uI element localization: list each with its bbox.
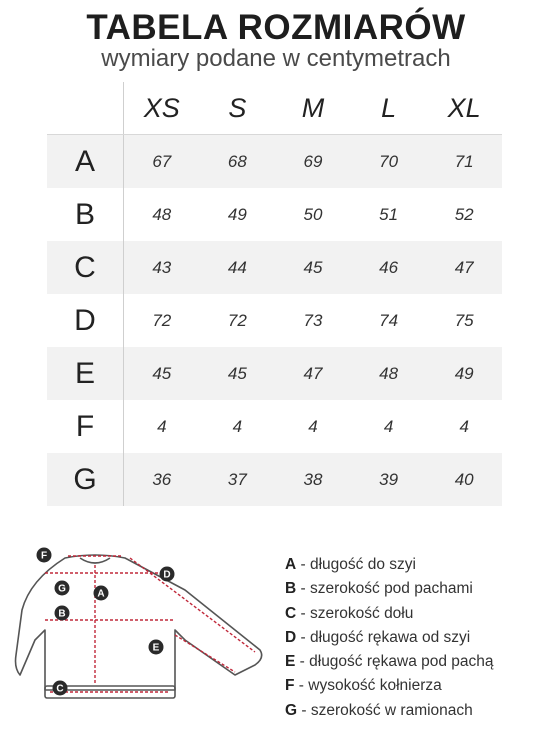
jacket-outline bbox=[16, 555, 262, 690]
column-header: S bbox=[228, 92, 247, 123]
page-subtitle: wymiary podane w centymetrach bbox=[101, 45, 451, 72]
legend-letter: F bbox=[285, 677, 295, 695]
table-cell: 68 bbox=[227, 151, 247, 171]
column-header: XL bbox=[447, 92, 481, 123]
legend-separator: - bbox=[296, 604, 310, 622]
table-cell: 47 bbox=[303, 363, 323, 383]
table-row bbox=[47, 294, 502, 347]
table-row bbox=[47, 188, 502, 241]
table-row bbox=[47, 400, 502, 453]
legend-separator: - bbox=[296, 628, 310, 646]
table-cell: 40 bbox=[454, 469, 474, 489]
marker-d bbox=[160, 567, 175, 582]
marker-label: E bbox=[152, 642, 160, 654]
table-cell: 4 bbox=[459, 416, 469, 436]
collar-outline bbox=[80, 558, 110, 563]
legend-text: szerokość dołu bbox=[309, 604, 414, 622]
legend-text: długość rękawa od szyi bbox=[309, 628, 471, 646]
legend-separator: - bbox=[297, 701, 311, 719]
table-cell: 75 bbox=[454, 310, 474, 330]
row-label: F bbox=[47, 400, 124, 453]
table-cell: 4 bbox=[383, 416, 394, 436]
legend-separator: - bbox=[294, 677, 309, 695]
legend-item bbox=[285, 674, 494, 698]
row-label: G bbox=[47, 453, 124, 506]
marker-label: F bbox=[40, 550, 48, 562]
table-row bbox=[47, 241, 502, 294]
row-label: B bbox=[47, 188, 124, 241]
legend-letter: E bbox=[285, 653, 296, 671]
marker-label: C bbox=[56, 683, 64, 695]
table-cell: 4 bbox=[157, 416, 167, 436]
row-label: D bbox=[47, 294, 124, 347]
table-cell: 72 bbox=[152, 310, 172, 330]
table-cell: 73 bbox=[303, 310, 323, 330]
table-cell: 38 bbox=[303, 469, 323, 489]
legend-letter: D bbox=[285, 628, 297, 646]
legend-item bbox=[285, 699, 494, 723]
row-label: E bbox=[47, 347, 124, 400]
legend-text: szerokość pod pachami bbox=[309, 580, 473, 598]
table-cell: 52 bbox=[454, 204, 474, 224]
column-header: M bbox=[301, 92, 325, 123]
marker-label: D bbox=[163, 569, 171, 581]
marker-c bbox=[53, 681, 68, 696]
marker-g bbox=[55, 581, 70, 596]
header-corner bbox=[47, 82, 124, 134]
table-cell: 70 bbox=[379, 151, 399, 171]
legend-separator: - bbox=[296, 580, 310, 598]
legend-text: długość do szyi bbox=[309, 556, 416, 573]
legend-letter: G bbox=[285, 701, 298, 719]
column-header: L bbox=[381, 92, 397, 123]
table-cell: 72 bbox=[227, 310, 247, 330]
legend-letter: A bbox=[285, 556, 297, 573]
marker-f bbox=[37, 548, 52, 563]
table-cell: 49 bbox=[227, 204, 247, 224]
table-cell: 74 bbox=[379, 310, 399, 330]
row-label: C bbox=[47, 241, 124, 294]
table-cell: 45 bbox=[227, 363, 247, 383]
legend-separator: - bbox=[295, 653, 310, 671]
table-cell: 69 bbox=[303, 151, 323, 171]
jacket-diagram bbox=[10, 540, 270, 730]
table-cell: 67 bbox=[152, 151, 172, 171]
legend-letter: C bbox=[285, 604, 297, 622]
table-cell: 48 bbox=[379, 363, 399, 383]
table-cell: 45 bbox=[152, 363, 172, 383]
table-cell: 39 bbox=[379, 469, 399, 489]
table-cell: 45 bbox=[303, 257, 323, 277]
page-title: TABELA ROZMIARÓW bbox=[86, 8, 466, 47]
table-row bbox=[47, 347, 502, 400]
marker-e bbox=[149, 640, 164, 655]
table-cell: 4 bbox=[308, 416, 318, 436]
table-cell: 36 bbox=[152, 469, 172, 489]
legend-item bbox=[285, 577, 494, 601]
table-row bbox=[47, 135, 502, 188]
table-cell: 46 bbox=[379, 257, 399, 277]
size-table bbox=[47, 82, 502, 506]
table-cell: 49 bbox=[454, 363, 474, 383]
measure-line-d bbox=[130, 558, 255, 652]
measure-line-e bbox=[175, 635, 235, 672]
table-cell: 37 bbox=[227, 469, 247, 489]
legend-letter: B bbox=[285, 580, 297, 598]
legend-item bbox=[285, 650, 494, 674]
marker-label: A bbox=[97, 588, 105, 600]
legend-item bbox=[285, 626, 494, 650]
legend-text: wysokość kołnierza bbox=[308, 677, 442, 695]
column-header: XS bbox=[143, 92, 180, 123]
marker-label: B bbox=[58, 608, 66, 620]
table-cell: 44 bbox=[227, 257, 247, 277]
table-cell: 50 bbox=[303, 204, 323, 224]
row-label: A bbox=[47, 135, 124, 188]
marker-label: G bbox=[58, 583, 66, 595]
table-cell: 51 bbox=[379, 204, 399, 224]
table-cell: 43 bbox=[152, 257, 172, 277]
table-cell: 4 bbox=[232, 416, 243, 436]
legend-text: długość rękawa pod pachą bbox=[309, 653, 494, 671]
table-cell: 71 bbox=[454, 151, 474, 171]
table-cell: 47 bbox=[454, 257, 474, 277]
table-header-row bbox=[47, 82, 502, 135]
marker-a bbox=[94, 586, 109, 601]
legend-text: szerokość w ramionach bbox=[310, 701, 473, 719]
table-row bbox=[47, 453, 502, 506]
measurement-legend bbox=[285, 553, 494, 723]
legend-item bbox=[285, 553, 494, 577]
marker-b bbox=[55, 606, 70, 621]
legend-separator: - bbox=[296, 556, 310, 573]
table-cell: 48 bbox=[152, 204, 172, 224]
legend-item bbox=[285, 602, 494, 626]
